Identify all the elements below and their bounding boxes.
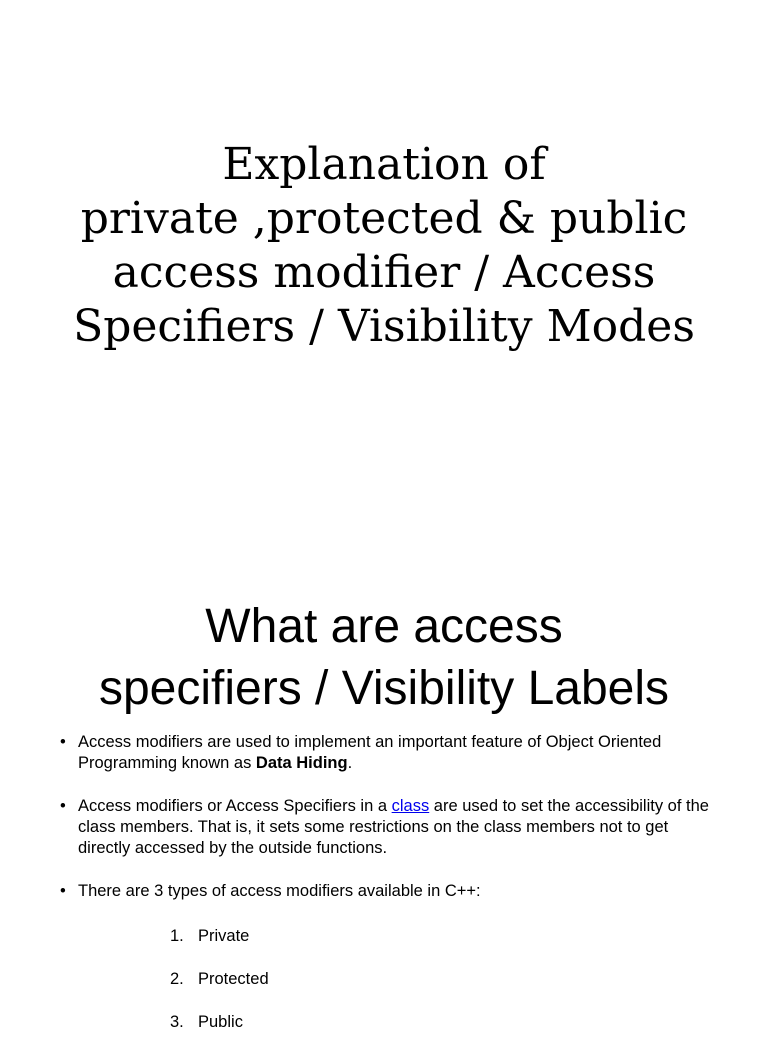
bullet-list (60, 732, 716, 924)
bullet-text: are used to set the accessibility of the class members. That is, it sets some restrictions on the class members not to get directly accessed by the outside functions. (78, 797, 709, 857)
slide-2-title-line: specifiers / Visibility Labels (98, 662, 670, 715)
list-number: 2. (170, 970, 184, 988)
slide-2-title (40, 596, 728, 720)
list-item-private (170, 926, 269, 947)
list-item-public (170, 1012, 269, 1033)
bullet-item-types-count (60, 881, 716, 902)
list-number: 3. (170, 1013, 184, 1031)
bold-term-data-hiding: Data Hiding (255, 754, 348, 772)
slide-2-title-line: What are access (205, 600, 563, 653)
bullet-text: . (347, 754, 353, 772)
list-item-label: Private (198, 927, 250, 945)
bullet-item-data-hiding (60, 732, 716, 774)
list-item-label: Protected (198, 970, 269, 988)
bullet-dot-icon: • (60, 882, 66, 900)
access-types-list (170, 926, 269, 1055)
class-link[interactable]: class (391, 797, 430, 815)
slide-1-title-line: access modifier / Access (112, 247, 656, 298)
list-item-label: Public (198, 1013, 243, 1031)
list-number: 1. (170, 927, 184, 945)
bullet-text: There are 3 types of access modifiers available in C++: (78, 882, 481, 900)
slide-1-title-line: Specifiers / Visibility Modes (73, 301, 695, 352)
bullet-text: Access modifiers are used to implement an important feature of Object Oriented Programming known as (78, 733, 662, 772)
bullet-dot-icon: • (60, 733, 66, 751)
list-item-protected (170, 969, 269, 990)
bullet-dot-icon: • (60, 797, 66, 815)
slide-1-title-line: Explanation of (222, 139, 546, 190)
bullet-text: Access modifiers or Access Specifiers in a (78, 797, 392, 815)
slide-1-title-line: private ,protected & public (80, 193, 688, 244)
slide-1-title (60, 138, 708, 354)
bullet-item-class-accessibility (60, 796, 716, 859)
